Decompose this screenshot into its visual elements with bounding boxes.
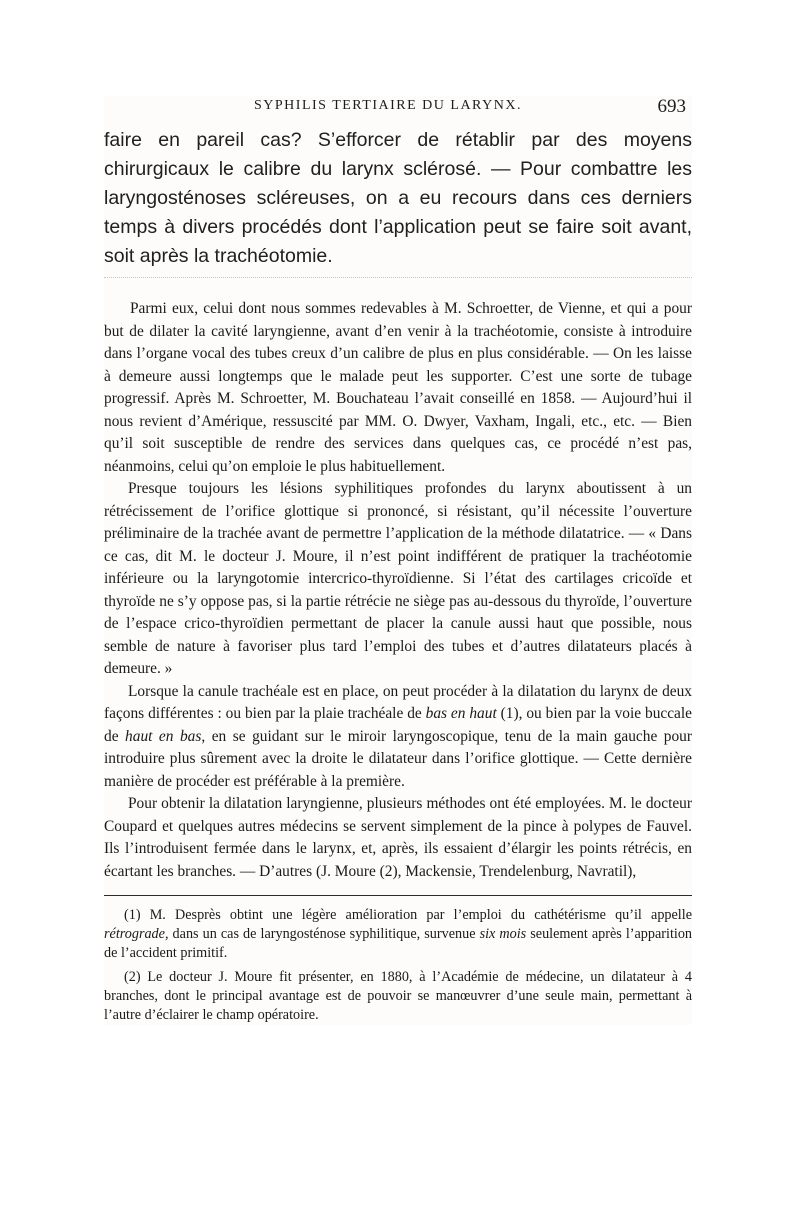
footnote-2: (2) Le docteur J. Moure fit présenter, en 1880, à l’Académie de médecine, un dilatateur à 4 branches, dont le principal avantage est de pouvoir se manœuvrer d’une seule main, permettant à l’autre d’éclairer le champ opératoire. [104,969,692,1023]
paragraph-retrecissement: Presque toujours les lésions syphilitiques profondes du larynx aboutissent à un rétrécissement de l’orifice glottique si prononcé, si résistant, qu’il nécessite l’ouverture préliminaire de la trachée avant de permettre l’application de la méthode dilatatrice. — « Dans ce cas, dit M. le docteur J. Moure, il n’est point indifférent de pratiquer la trachéotomie inférieure ou la laryngotomie intercrico-thyroïdienne. Si l’état des cartilages cricoïde et thyroïde ne s’y oppose pas, si la partie rétrécie ne siège pas au-dessous du thyroïde, l’ouverture de l’espace crico-thyroïdien permettant de placer la canule aussi haut que possible, nous semble de nature à favoriser plus tard l’emploi des tubes et d’autres dilatateurs placés à demeure. » [104,480,692,677]
paragraph-dilatation [104,681,692,794]
footnote-rule [104,895,692,896]
book-page [104,96,692,1025]
footnote-1-part-3: seulement après l’apparition de l’accident primitif. [104,926,693,961]
paragraph-dilatation-part-1: Lorsque la canule trachéale est en place, on peut procéder à la dilatation du larynx de deux façons différentes : ou bien par la plaie trachéale de [104,682,692,722]
running-title: SYPHILIS TERTIAIRE DU LARYNX. [254,98,522,113]
footnote-1-emphasis-1: rétrograde [104,926,165,942]
paragraph-dilatation-part-2: (1), ou bien par la voie buccale de [104,705,693,745]
lead-paragraph: faire en pareil cas? S’efforcer de rétablir par des moyens chirurgicaux le calibre du larynx sclérosé. — Pour combattre les laryngosténoses scléreuses, on a eu recours dans ces derniers temps à divers procédés dont l’application peut se faire soit avant, soit après la trachéotomie. [104,129,692,267]
footnote-1-part-1: (1) M. Desprès obtint une légère amélioration par l’emploi du cathétérisme qu’il appelle [124,907,692,923]
paragraph-schroetter: Parmi eux, celui dont nous sommes redevables à M. Schroetter, de Vienne, et qui a pour but de dilater la cavité laryngienne, avant d’en venir à la trachéotomie, consiste à introduire dans l’organe vocal des tubes creux d’un calibre de plus en plus considérable. — On les laisse à demeure aussi longtemps que le malade peut les supporter. C’est une sorte de tubage progressif. Après M. Schroetter, M. Bouchateau l’avait conseillé en 1858. — Aujourd’hui il nous revient d’Amérique, ressuscité par MM. O. Dwyer, Vaxham, Ingali, etc., etc. — Bien qu’il soit susceptible de rendre des services dans quelques cas, ce procédé n’est pas, néanmoins, celui qu’on emploie le plus habituellement. [104,300,692,475]
paragraph-methodes: Pour obtenir la dilatation laryngienne, plusieurs méthodes ont été employées. M. le docteur Coupard et quelques autres médecins se servent simplement de la pince à polypes de Fauvel. Ils l’introduisent fermée dans le larynx, et, après, ils essaient d’élargir les points rétrécis, en écartant les branches. — D’autres (J. Moure (2), Mackensie, Trendelenburg, Navratil), [104,795,692,880]
footnotes [104,906,692,1025]
page-number: 693 [657,96,686,117]
body-text [104,298,692,883]
paragraph-dilatation-emphasis-2: haut en bas [125,727,202,745]
paragraph-dilatation-emphasis-1: bas en haut [425,705,497,722]
footnote-1-emphasis-2: six mois [479,926,527,942]
footnote-1-part-2: , dans un cas de laryngosténose syphilitique, survenue [164,926,480,942]
section-divider [104,277,692,278]
paragraph-dilatation-part-3: , en se guidant sur le miroir laryngoscopique, tenu de la main gauche pour introduire plus sûrement avec la droite le dilatateur dans l’orifice glottique. — Cette dernière manière de procéder est préférable à la première. [104,727,693,790]
footnote-1 [104,906,692,963]
running-header [104,96,692,120]
